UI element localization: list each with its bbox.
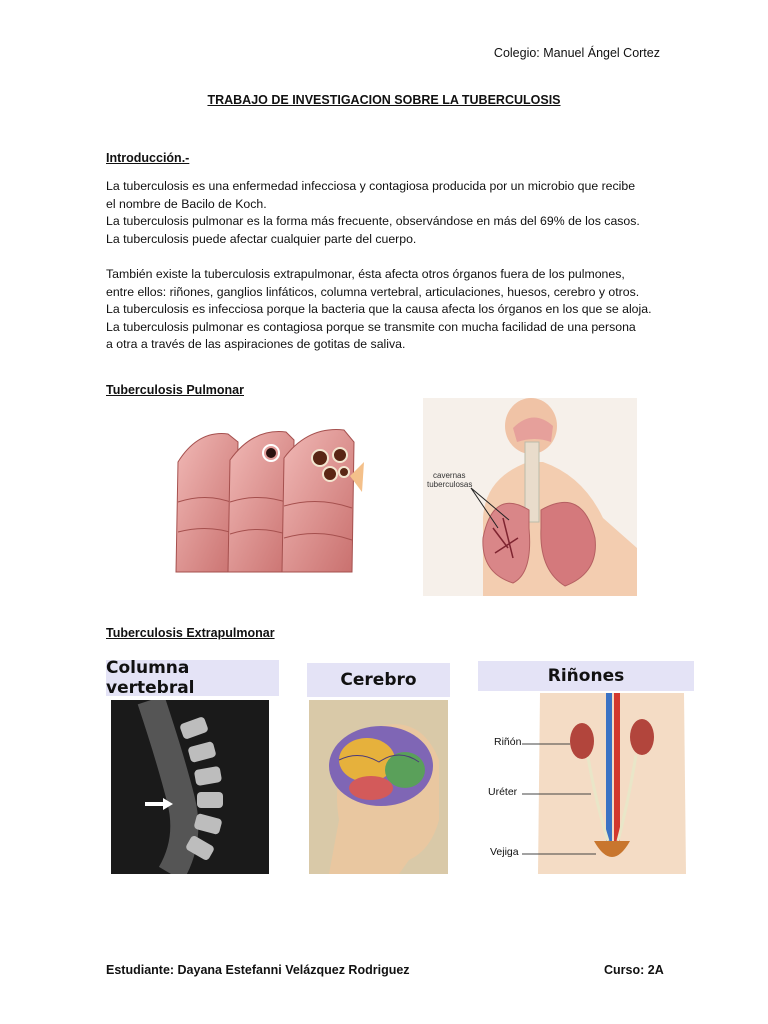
intro-paragraphs xyxy=(106,178,666,354)
intro-line: La tuberculosis puede afectar cualquier parte del cuerpo. xyxy=(106,231,417,246)
paragraph-gap xyxy=(106,248,666,266)
school-name: Colegio: Manuel Ángel Cortez xyxy=(493,46,660,60)
intro-heading: Introducción.- xyxy=(106,151,190,165)
kidney-diagram-image xyxy=(478,693,694,874)
course-label: Curso: 2A xyxy=(604,963,664,977)
intro-line: el nombre de Bacilo de Koch. xyxy=(106,196,267,211)
ureter-label: Uréter xyxy=(488,786,518,798)
lung-slice-3 xyxy=(282,430,364,572)
spine-title: Columna vertebral xyxy=(106,660,279,696)
lungs-label-text: cavernas tuberculosas xyxy=(427,471,473,489)
intro-line: La tuberculosis pulmonar es la forma más frecuente, observándose en más del 69% de los casos. xyxy=(106,214,640,229)
lung-slices-image xyxy=(168,422,368,577)
pulmonary-heading: Tuberculosis Pulmonar xyxy=(106,383,244,397)
document-title: TRABAJO DE INVESTIGACION SOBRE LA TUBERCULOSIS xyxy=(207,93,561,107)
bladder-label: Vejiga xyxy=(490,846,519,858)
intro-line: También existe la tuberculosis extrapulmonar, ésta afecta otros órganos fuera de los pulmones, xyxy=(106,266,625,281)
kidney-title: Riñones xyxy=(478,661,694,691)
intro-line: La tuberculosis es infecciosa porque la bacteria que la causa afecta los órganos en los que se aloja. xyxy=(106,302,652,317)
extrapulmonary-heading: Tuberculosis Extrapulmonar xyxy=(106,626,275,640)
spine-mri-image xyxy=(111,700,269,874)
brain-title: Cerebro xyxy=(307,663,450,697)
intro-line: La tuberculosis es una enfermedad infecciosa y contagiosa producida por un microbio que recibe xyxy=(106,179,636,193)
torso-lungs-image xyxy=(423,398,637,596)
intro-line: a otra a través de las aspiraciones de gotitas de saliva. xyxy=(106,337,406,352)
kidney-label: Riñón xyxy=(494,736,522,748)
brain-image xyxy=(309,700,448,874)
intro-line: entre ellos: riñones, ganglios linfáticos, columna vertebral, articulaciones, huesos, cerebro y otros. xyxy=(106,284,640,299)
student-name: Estudiante: Dayana Estefanni Velázquez Rodriguez xyxy=(106,963,410,977)
intro-line: La tuberculosis pulmonar es contagiosa porque se transmite con mucha facilidad de una persona xyxy=(106,319,636,334)
